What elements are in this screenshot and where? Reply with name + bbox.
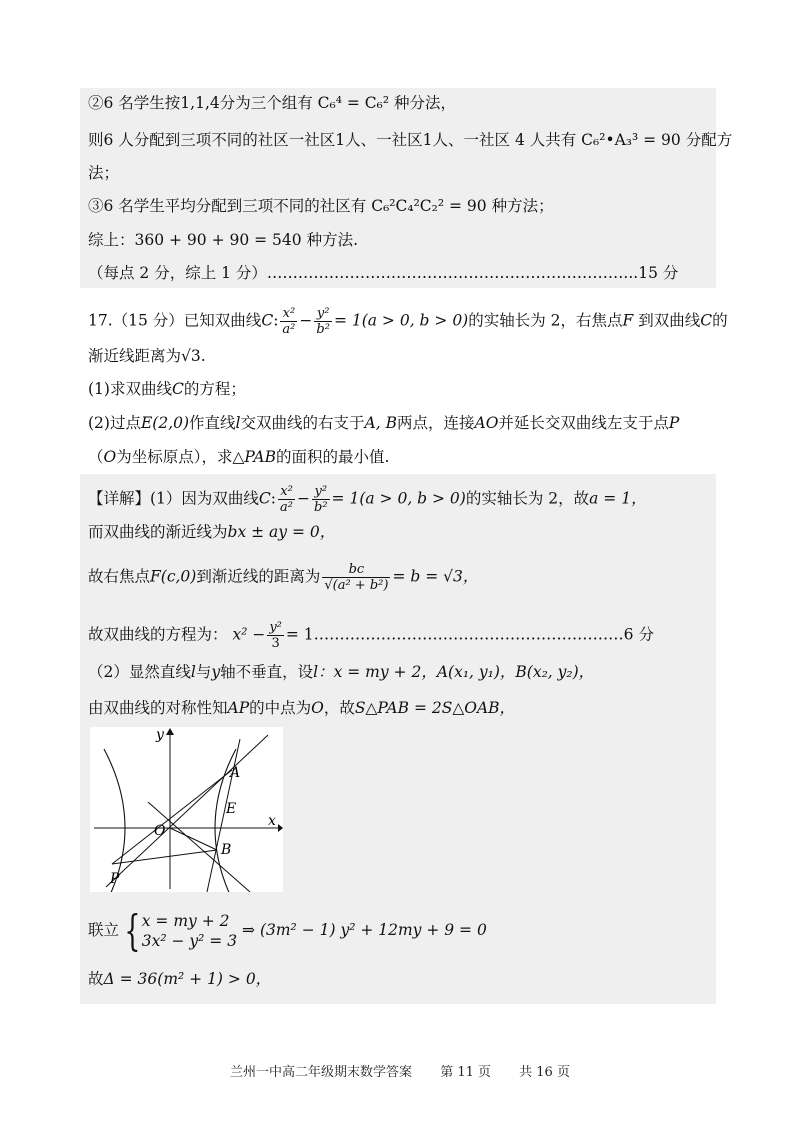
system-brace: {	[124, 906, 141, 955]
fraction: $\frac{\text{x²}}{\text{a²}}$	[280, 484, 293, 515]
point-A-label: A	[230, 765, 241, 781]
question-17-line1: 17.（15 分）已知双曲线C: $\frac{\text{x²}}{\text{a²}}$ − $\frac{\text{y²}}{\text{b²}}$ = 1(a > 0, b > 0)的实轴长为 2，右焦点F 到双曲线C的	[88, 306, 728, 337]
solution-line7: 联立 { x = my + 2 3x² − y² = 3 ⇒ (3m² − 1) y² + 12my + 9 = 0	[88, 906, 487, 955]
y-label: y	[156, 727, 164, 743]
question-17-part2: (2)过点E(2,0)作直线l交双曲线的右支于A, B两点，连接AO并延长交双曲线左支于点P	[88, 414, 680, 432]
point-E-label: E	[226, 801, 237, 817]
text-line: （每点 2 分，综上 1 分）……………………………………………………………...15 分	[88, 264, 679, 282]
text-line: 则6 人分配到三项不同的社区一社区1人、一社区1人、一社区 4 人共有 C₆²•A₃³ = 90 分配方	[88, 131, 733, 149]
fraction: $\frac{\text{y²}}{\text{b²}}$	[316, 306, 330, 337]
footer-page: 第 11 页	[440, 1065, 491, 1080]
text-line: 法；	[88, 164, 120, 182]
fraction: $\frac{\text{x²}}{\text{a²}}$	[282, 306, 296, 337]
fraction: $\frac{bc}{\text{√(a² + b²)}}$	[324, 562, 389, 593]
text-line: 综上：360 + 90 + 90 = 540 种方法.	[88, 231, 358, 249]
footer-total: 共 16 页	[519, 1065, 570, 1080]
diagram-background	[90, 727, 283, 892]
solution-line4: 故双曲线的方程为： x² − $\frac{\text{y²}}{3}$ = 1……………………………………………………6 分	[88, 620, 654, 651]
solution-line3: 故右焦点F(c,0)到渐近线的距离为 $\frac{bc}{\text{√(a² + b²)}}$ = b = √3，	[88, 562, 479, 593]
point-O-label: O	[154, 823, 166, 839]
text-line: ②6 名学生按1,1,4分为三个组有 C₆⁴ = C₆² 种分法，	[88, 94, 456, 112]
fraction: $\frac{\text{y²}}{3}$	[269, 620, 282, 651]
question-17-line2: 渐近线距离为√3.	[88, 347, 206, 365]
solution-line1: 【详解】(1）因为双曲线C: $\frac{\text{x²}}{\text{a²}}$ − $\frac{\text{y²}}{\text{b²}}$ = 1(a > 0, b > 0)的实轴长为 2，故a = 1，	[88, 484, 647, 515]
point-B-label: B	[221, 842, 232, 858]
solution-line8: 故Δ = 36(m² + 1) > 0，	[88, 970, 272, 988]
footer-school: 兰州一中高二年级期末数学答案	[230, 1065, 413, 1080]
question-17-part1: (1)求双曲线C的方程；	[88, 380, 246, 398]
point-P-label: P	[110, 871, 120, 887]
page-footer	[0, 1061, 800, 1080]
equation-system: x = my + 2 3x² − y² = 3	[141, 912, 238, 950]
text-line: ③6 名学生平均分配到三项不同的社区有 C₆²C₄²C₂² = 90 种方法；	[88, 197, 554, 215]
solution-block-top	[80, 88, 716, 288]
solution-line2: 而双曲线的渐近线为bx ± ay = 0，	[88, 523, 336, 541]
hyperbola-diagram	[90, 727, 283, 892]
question-17-part2-cont: （O为坐标原点），求△PAB的面积的最小值.	[88, 448, 390, 466]
fraction: $\frac{\text{y²}}{\text{b²}}$	[314, 484, 328, 515]
solution-line5: （2）显然直线l与y轴不垂直，设l：x = my + 2，A(x₁, y₁)，B(x₂, y₂)，	[88, 663, 595, 681]
x-label: x	[268, 813, 276, 829]
solution-line6: 由双曲线的对称性知AP的中点为O，故S△PAB = 2S△OAB，	[88, 699, 516, 717]
